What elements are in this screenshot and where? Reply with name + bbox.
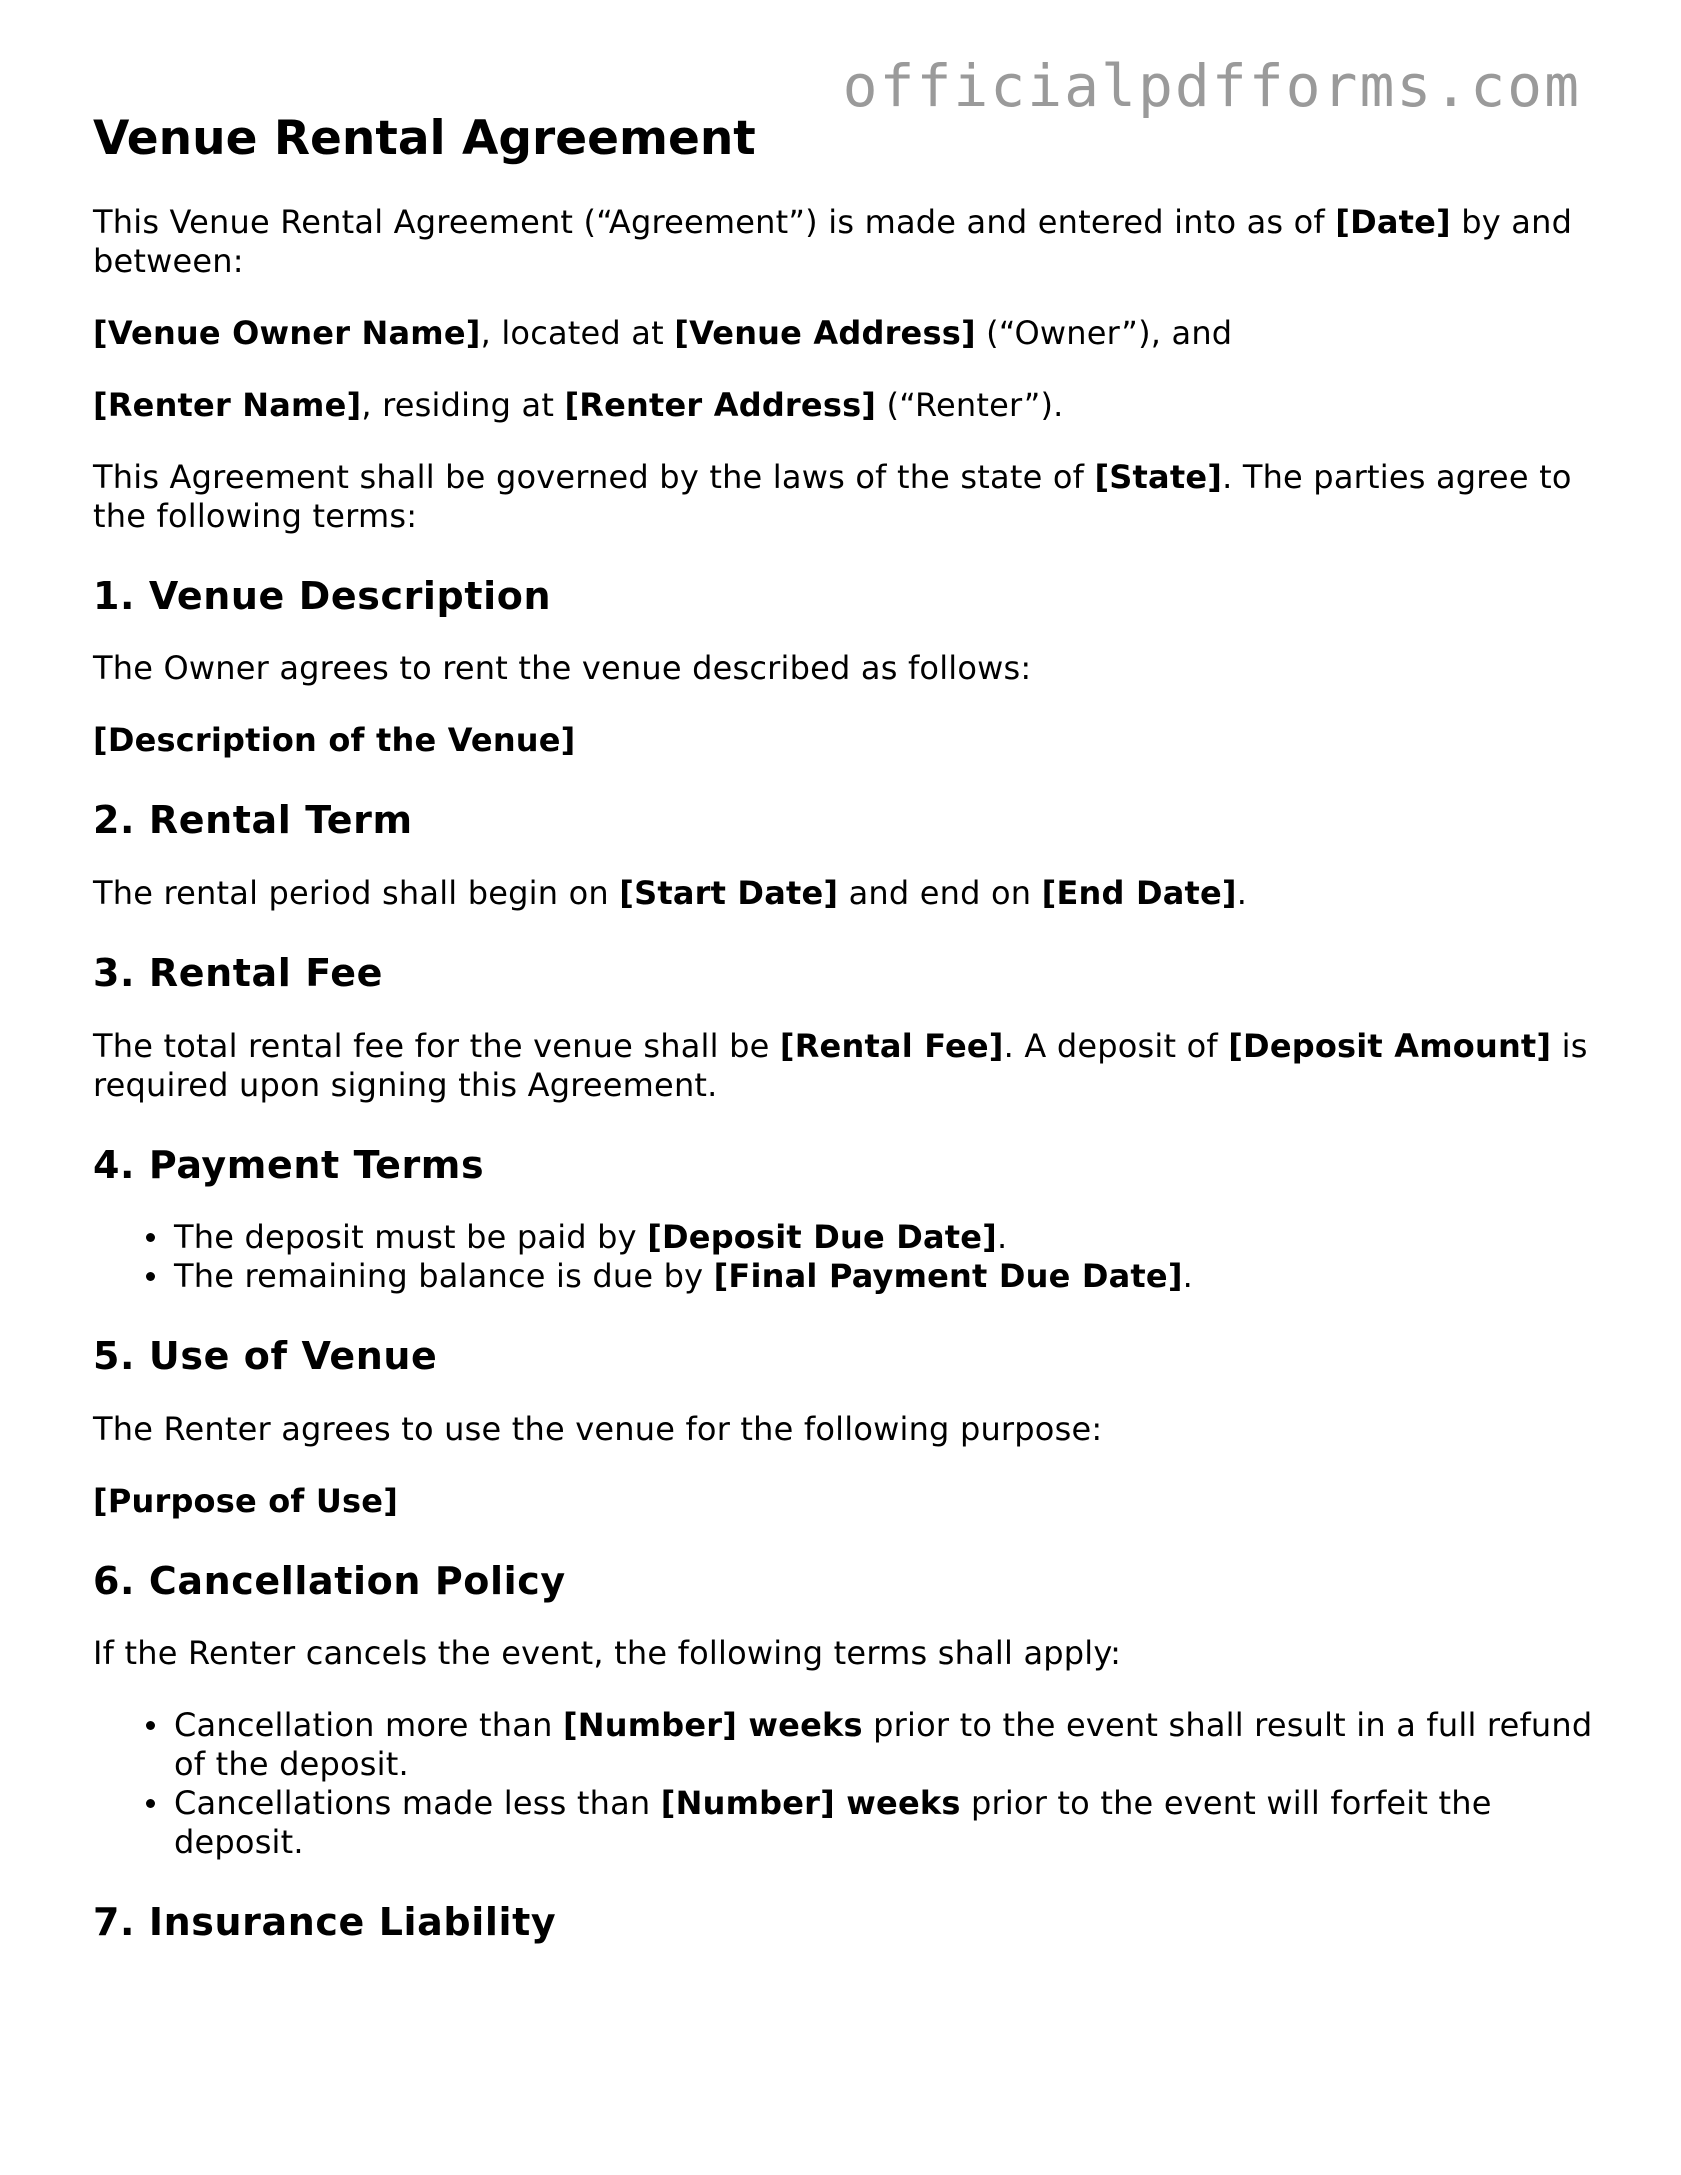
document-body: [93, 110, 1593, 1976]
list-item: [174, 1257, 1593, 1296]
owner-name-placeholder: [Venue Owner Name]: [93, 313, 481, 352]
section-heading-payment-terms: 4. Payment Terms: [93, 1142, 485, 1187]
rental-term-text-a: The rental period shall begin on: [93, 873, 620, 912]
venue-description-placeholder-text: [Description of the Venue]: [93, 721, 576, 760]
rental-fee-text: [93, 1027, 1593, 1105]
rental-fee-placeholder: [Rental Fee]: [779, 1026, 1004, 1065]
cancel-item1-weeks-placeholder: [Number] weeks: [562, 1706, 863, 1745]
cancel-item1-text-c: prior to the event shall result in a full refund of the deposit.: [174, 1706, 1593, 1784]
governing-law-paragraph: [93, 458, 1593, 536]
payment-item2-text-a: The remaining balance is due by: [174, 1257, 714, 1296]
renter-text-b: (“Renter”).: [876, 385, 1064, 424]
rental-fee-text-a: The total rental fee for the venue shall be: [93, 1026, 780, 1065]
use-of-venue-text: The Renter agrees to use the venue for the following purpose:: [93, 1409, 1103, 1448]
list-item: [174, 1784, 1593, 1862]
payment-item1-text-a: The deposit must be paid by: [174, 1218, 648, 1257]
payment-item2-text-c: .: [1182, 1257, 1194, 1296]
page-title: Venue Rental Agreement: [93, 111, 756, 166]
governing-text-a: This Agreement shall be governed by the laws of the state of: [93, 457, 1095, 496]
owner-text-a: , located at: [480, 313, 675, 352]
renter-line: [93, 386, 1593, 425]
renter-name-placeholder: [Renter Name]: [93, 385, 362, 424]
start-date-placeholder: [Start Date]: [619, 873, 839, 912]
renter-address-placeholder: [Renter Address]: [564, 385, 877, 424]
venue-address-placeholder: [Venue Address]: [674, 313, 976, 352]
list-item: [174, 1706, 1593, 1784]
intro-paragraph: [93, 203, 1593, 281]
purpose-of-use-placeholder: [93, 1482, 1593, 1521]
payment-item1-text-c: .: [997, 1218, 1008, 1257]
rental-fee-text-c: is required upon signing this Agreement.: [93, 1026, 1588, 1104]
rental-term-text-b: and end on: [838, 873, 1042, 912]
cancel-item2-text-a: Cancellations made less than: [174, 1784, 661, 1823]
section-heading-rental-term: 2. Rental Term: [93, 798, 413, 843]
final-payment-due-date-placeholder: [Final Payment Due Date]: [713, 1257, 1183, 1296]
section-heading-cancellation-policy: 6. Cancellation Policy: [93, 1558, 566, 1603]
rental-term-text-c: .: [1236, 873, 1248, 912]
venue-description-text: The Owner agrees to rent the venue described as follows:: [93, 649, 1032, 688]
section-heading-use-of-venue: 5. Use of Venue: [93, 1334, 438, 1379]
cancellation-policy-list: [93, 1706, 1593, 1862]
renter-text-a: , residing at: [361, 385, 565, 424]
deposit-due-date-placeholder: [Deposit Due Date]: [647, 1218, 998, 1257]
cancel-item2-text-c: prior to the event will forfeit the deposit.: [174, 1784, 1492, 1862]
watermark: officialpdfforms.com: [842, 52, 1581, 120]
deposit-amount-placeholder: [Deposit Amount]: [1228, 1026, 1552, 1065]
section-heading-insurance-liability: 7. Insurance Liability: [93, 1900, 557, 1945]
list-item: [174, 1218, 1593, 1257]
state-placeholder: [State]: [1094, 457, 1223, 496]
date-placeholder: [Date]: [1335, 202, 1451, 241]
intro-text-b: by and between:: [93, 202, 1573, 280]
cancellation-policy-text: If the Renter cancels the event, the following terms shall apply:: [93, 1634, 1122, 1673]
section-heading-rental-fee: 3. Rental Fee: [93, 950, 384, 995]
rental-fee-text-b: . A deposit of: [1003, 1026, 1229, 1065]
cancel-item1-text-a: Cancellation more than: [174, 1706, 563, 1745]
governing-text-b: . The parties agree to the following terms:: [93, 457, 1572, 535]
venue-description-placeholder: [93, 721, 1593, 760]
rental-term-text: [93, 874, 1593, 913]
owner-line: [93, 314, 1593, 353]
purpose-of-use-placeholder-text: [Purpose of Use]: [93, 1481, 399, 1520]
end-date-placeholder: [End Date]: [1041, 873, 1237, 912]
section-heading-venue-description: 1. Venue Description: [93, 573, 552, 618]
payment-terms-list: [93, 1218, 1593, 1296]
owner-text-b: (“Owner”), and: [975, 313, 1233, 352]
intro-text-a: This Venue Rental Agreement (“Agreement”) is made and entered into as of: [93, 202, 1336, 241]
cancel-item2-weeks-placeholder: [Number] weeks: [660, 1784, 961, 1823]
